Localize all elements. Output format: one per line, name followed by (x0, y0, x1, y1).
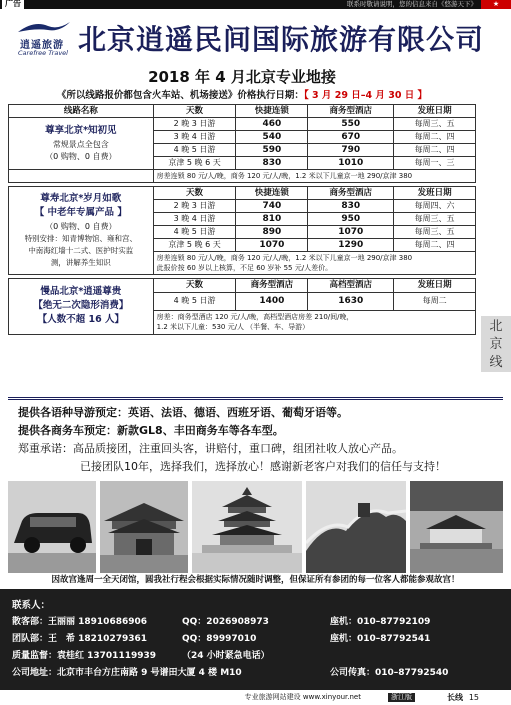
star-icon: ★ (481, 0, 511, 9)
price-cell: 590 (236, 144, 308, 157)
days-cell: 3 晚 4 日游 (153, 131, 236, 144)
car-service: 提供各商务车预定：新款GL8、丰田商务车等各车型。 (18, 424, 284, 437)
departure-cell: 每周四、六 (394, 200, 476, 213)
promise-text: 郑重承诺：高品质接团，注重回头客，讲赔付，重口碑，组团社收人放心产品。 (18, 442, 403, 455)
price-cell: 830 (236, 157, 308, 170)
page-title: 2018 年 4 月北京专业地接 (148, 68, 336, 86)
promise-text-2: 已接团队10年，选择我们，选择放心！感谢新老客户对我们的信任与支持！ (80, 460, 446, 473)
price-subtitle (8, 88, 476, 104)
col-days: 天数 (153, 279, 236, 293)
col-budget: 快捷连锁 (236, 105, 308, 118)
col-days: 天数 (153, 187, 236, 200)
product-line: （0 购物、0 自费） (45, 151, 117, 161)
logo-en-text: Carefree Travel (18, 49, 68, 57)
col-departure: 发班日期 (394, 105, 476, 118)
price-cell: 1400 (236, 292, 308, 310)
note-text (153, 252, 475, 275)
photo-strip (8, 481, 503, 573)
photo-forbidden-city (100, 481, 188, 573)
col-departure: 发班日期 (394, 279, 476, 293)
product-name: 尊寿北京*岁月如歌 (40, 192, 122, 204)
price-cell: 950 (308, 213, 394, 226)
contact-qq: QQ：2026908973 (182, 617, 269, 627)
departure-cell: 每周三、五 (394, 226, 476, 239)
contact-phone: 座机：010–87792541 (330, 634, 431, 644)
col-days: 天数 (153, 105, 236, 118)
product-line: 测，讲解养生知识 (50, 257, 111, 267)
departure-cell: 每周三、五 (394, 118, 476, 131)
company-logo (14, 34, 74, 62)
contact-note: （24 小时紧急电话） (182, 651, 270, 661)
company-name: 北京逍遥民间国际旅游有限公司 (78, 23, 485, 56)
price-cell: 1070 (308, 226, 394, 239)
days-cell: 4 晚 5 日游 (153, 144, 236, 157)
col-business: 商务型酒店 (236, 279, 308, 293)
days-cell: 4 晚 5 日游 (153, 292, 236, 310)
contact-row (12, 614, 499, 631)
price-table-2 (8, 186, 476, 275)
days-cell: 2 晚 3 日游 (153, 200, 236, 213)
photo-temple-of-heaven (192, 481, 302, 573)
header (8, 12, 503, 64)
product-line: （0 购物、0 自费） (45, 221, 117, 231)
logo-cn-text: 逍遥旅游 (20, 40, 64, 51)
price-cell: 890 (236, 226, 308, 239)
contact-row (12, 665, 499, 682)
guide-service: 提供各语种导游预定：英语、法语、德语、西班牙语、葡萄牙语等。 (18, 406, 348, 419)
price-cell: 830 (308, 200, 394, 213)
table-header-row (9, 187, 476, 200)
subtitle-text: 《所以线路报价都包含火车站、机场接送》价格执行日期： (56, 90, 304, 101)
price-cell: 790 (308, 144, 394, 157)
contact-row (12, 648, 499, 665)
days-cell: 4 晚 5 日游 (153, 226, 236, 239)
price-cell: 1070 (236, 239, 308, 252)
product-tag: 【绝无二次隐形消费】 (33, 299, 129, 311)
photo-great-wall (306, 481, 406, 573)
product-line: 特别安排：知青博物馆、雍和宫、 (24, 233, 138, 243)
price-cell: 550 (308, 118, 394, 131)
col-business: 商务型酒店 (308, 187, 394, 200)
company-fax: 公司传真：010–87792540 (330, 668, 449, 678)
note-line: 房差连锁 80 元/人/晚，商务 120 元/人/晚，1.2 米以下儿童京一地 290/京津 380 (156, 254, 413, 262)
ad-label: 广告 (2, 0, 24, 9)
price-cell: 810 (236, 213, 308, 226)
days-cell: 3 晚 4 日游 (153, 213, 236, 226)
section-name: 长线 (447, 693, 463, 702)
price-cell: 740 (236, 200, 308, 213)
footer-site: 专业旅游网站建设 www.xinyour.net (244, 693, 361, 701)
main-content (8, 64, 476, 335)
product-tag: 【 中老年专属产品 】 (34, 206, 127, 218)
departure-cell: 每周二、四 (394, 239, 476, 252)
product-line: 中南海红墙十二式、医护时实监 (28, 245, 134, 255)
tab-char: 京 (489, 337, 503, 352)
price-cell: 1010 (308, 157, 394, 170)
days-cell: 京津 5 晚 6 天 (153, 157, 236, 170)
contact-name: 团队部：王 希 18210279361 (12, 634, 148, 644)
photo-summer-palace (410, 481, 503, 573)
contact-row (12, 631, 499, 648)
col-departure: 发班日期 (394, 187, 476, 200)
table-row (9, 118, 476, 131)
contact-qq: QQ：89997010 (182, 634, 257, 644)
col-business: 商务型酒店 (308, 105, 394, 118)
product-line: 常规景点全包含 (52, 139, 109, 149)
departure-cell: 每周二、四 (394, 131, 476, 144)
table-header-row (9, 279, 476, 293)
price-cell: 1290 (308, 239, 394, 252)
company-address: 公司地址：北京市丰台方庄南路 9 号谱田大厦 4 楼 M10 (12, 668, 242, 678)
tab-char: 线 (489, 355, 503, 370)
departure-cell: 每周三、五 (394, 213, 476, 226)
col-budget: 快捷连锁 (236, 187, 308, 200)
departure-cell: 每周二 (394, 292, 476, 310)
note-row (9, 170, 476, 183)
price-table-3 (8, 278, 476, 335)
photo-business-car (8, 481, 96, 573)
col-premium: 高档型酒店 (308, 279, 394, 293)
product-name: 尊享北京*知初见 (45, 124, 117, 136)
note-line: 此报价按 60 岁以上核算，不足 60 岁补 55 元/人差价。 (156, 264, 333, 272)
col-route: 线路名称 (9, 105, 154, 118)
beijing-line-tab (481, 316, 511, 372)
product-cell (9, 279, 154, 335)
contacts-label: 联系人： (12, 600, 51, 611)
edition-tag: 浙江版 (388, 693, 415, 702)
closure-notice: 因故宫逢周一全天闭馆，圆我社行程会根据实际情况随时调整，但保证所有参团的每一位客人都能参观故宫！ (51, 575, 460, 585)
top-banner (0, 0, 511, 9)
departure-cell: 每周二、四 (394, 144, 476, 157)
product-cell (9, 118, 154, 170)
product-name: 慢品北京*逍遥尊贵 (40, 285, 122, 297)
product-tag: 【人数不超 16 人】 (37, 313, 124, 325)
product-cell (9, 187, 154, 275)
days-cell: 京津 5 晚 6 天 (153, 239, 236, 252)
price-cell: 1630 (308, 292, 394, 310)
page-number: 15 (468, 693, 479, 702)
contact-phone: 座机：010–87792109 (330, 617, 431, 627)
note-line: 1.2 米以下儿童：530 元/人 （半餐、车、导游） (156, 323, 310, 332)
table-header-row (9, 105, 476, 118)
price-table-1 (8, 104, 476, 183)
days-cell: 2 晚 3 日游 (153, 118, 236, 131)
note-line: 房差：商务型酒店 120 元/人/晚，高档型酒店房差 210/间/晚， (156, 313, 354, 322)
note-text: 房差连锁 80 元/人/晚，商务 120 元/人/晚，1.2 米以下儿童京一地 290/京津 380 (153, 170, 475, 183)
contact-name: 散客部：王丽丽 18910686906 (12, 617, 148, 627)
contact-panel (0, 589, 511, 690)
validity-dates: 【 3 月 29 日–4 月 30 日 】 (303, 90, 428, 101)
services-section (8, 397, 503, 476)
notice-text: 联系时敬请说明，您的信息来自《悠游天下》 (347, 0, 477, 8)
departure-cell: 每周一、三 (394, 157, 476, 170)
price-cell: 670 (308, 131, 394, 144)
page-footer (0, 690, 511, 705)
price-cell: 460 (236, 118, 308, 131)
note-text (153, 310, 475, 334)
price-cell: 540 (236, 131, 308, 144)
swallow-logo-icon (14, 18, 74, 36)
tab-char: 北 (489, 319, 503, 334)
contact-name: 质量监督：袁桂红 13701119939 (12, 651, 157, 661)
